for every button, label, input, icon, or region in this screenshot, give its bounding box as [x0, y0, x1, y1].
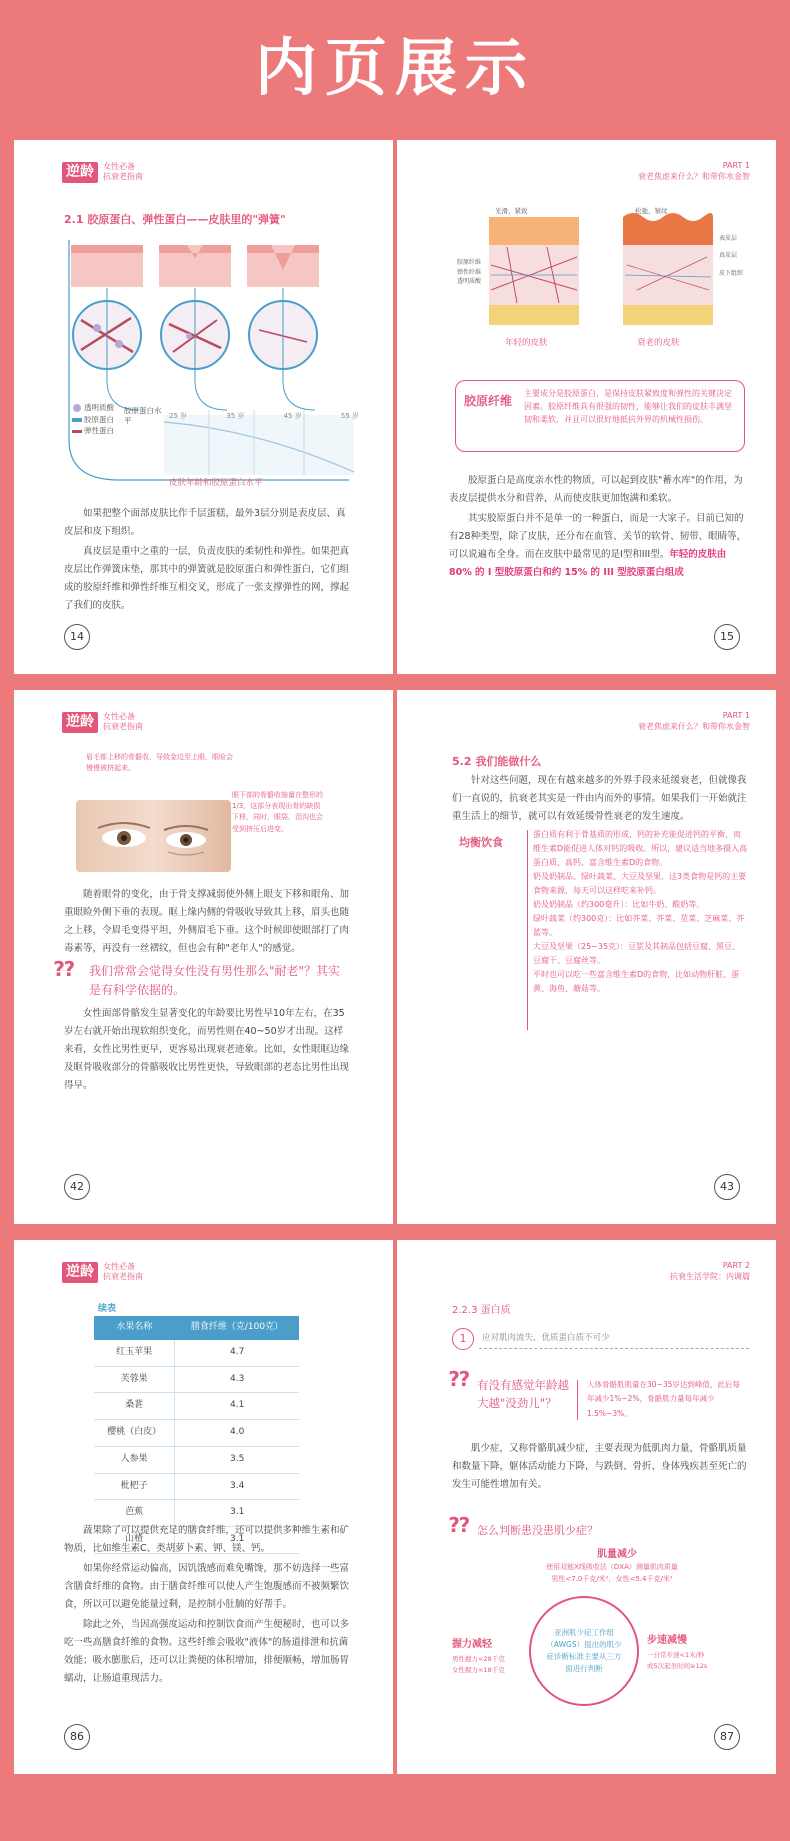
table-row: 芙蓉果 4.3 [94, 1366, 299, 1393]
table-row: 枇杷子 3.4 [94, 1473, 299, 1500]
labels-old: 表皮层 真皮层 皮下组织 [719, 235, 744, 277]
grip-title: 握力减轻 [452, 1639, 492, 1650]
divider [527, 830, 528, 1030]
body-text: 随着眼骨的变化，由于骨支撑减弱使外侧上眼支下移和眼角、加重眼睑外侧下垂的表现。眶上缘内侧的骨吸收导致其上移，眉头也随之上移，令眉毛变得平坦，外侧眉毛下垂。这个时候即使眼部打了肉毒素等，再没有一丝褶纹，但也会有种"老年人"的感觉。 [64, 889, 350, 955]
page-number: 86 [64, 1724, 90, 1750]
table-row: 人参果 3.5 [94, 1446, 299, 1473]
caption-young: 年轻的皮肤 [505, 338, 548, 348]
body-text: 蔬果除了可以提供充足的膳食纤维，还可以提供多种维生素和矿物质，比如维生素C、类胡萝卜素、钾、镁、钙。 如果你经常运动偏高，因饥饿感而难免嘴馋，那不妨选择一些富含膳食纤维的食物。由于膳食纤维可以使人产生饱腹感而不被频繁饮食，所以可以避免能量过剩，是控制小肚腩的好帮手。 除此之外，当因高强度运动和控制饮食而产生便秘时，也可以多吃一些高膳食纤维的食物。这些纤维会吸收"液体"的肠道排泄和抗菌效能；吸水膨胀后，还可以让粪便的体积增加，排便顺畅，增加肠胃蠕动，让肠道重现活力。 [64, 1525, 350, 1685]
annotation-right: 眼下部的骨骼收缩量在整形的1/3，这部分表现出骨的缺损下移，同时，眼袋，泪沟也会受到挤压后进变。 [232, 791, 323, 833]
item-text: 应对肌肉流失，优质蛋白质不可少 [482, 1333, 610, 1343]
body-text-2: 女性面部骨骼发生显著变化的年龄要比男性早10年左右，在35岁左右就开始出现软组织变化，而男性则在40~50岁才出现。这样来看，女性比男性更早，更容易出现衰老迹象。比如，女性眼眶边缘及眶骨吸收部分的骨骼吸收比男性更快，导致眼部的老态比男性出现得早。 [64, 1008, 350, 1092]
gait-title: 步速减慢 [647, 1635, 687, 1646]
divider [577, 1380, 578, 1420]
brand-subtitle: 女性必备 抗衰老指南 [103, 712, 143, 732]
criteria-circle [529, 1596, 639, 1706]
diet-list: 蛋白质有利于骨基质的形成，钙的补充能促进钙的平衡，而维生素D能促进人体对钙的吸收。所以，建议适当地多摄入高蛋白质、高钙、富含维生素D的食物。 奶及奶制品、绿叶蔬菜、大豆及坚果，这3类食物是钙的主要食物来源，每天可以这样吃来补钙。 奶及奶制品（约300毫升）：比如牛奶、酸奶等。 绿叶蔬菜（约300克）：比如芥菜、芥菜、苋菜、芝麻菜、芥蓝等。 大豆及坚果（25~35克）：豆浆及其制品包括豆腐、黑豆、豆腐干、豆腐丝等。 平时也可以吃一些富含维生素D的食物，比如动物肝脏、蛋黄、海鱼、蘑菇等。 [533, 830, 748, 993]
page-14 [14, 140, 393, 674]
diagram-caption: 皮肤年龄和胶原蛋白水平 [169, 478, 263, 488]
body-text: 如果把整个面部皮肤比作千层蛋糕，最外3层分别是表皮层、真皮层和皮下组织。 真皮层是重中之重的一层，负责皮肤的柔韧性和弹性。如果把真皮层比作弹簧床垫，那其中的弹簧就是胶原蛋白和弹性蛋白，它们组成的胶原纤维和弹性纤维互相交叉，形成了一张支撑弹性的网，撑起了我们的皮肤。 [64, 508, 350, 612]
page-number: 15 [714, 624, 740, 650]
body-text: 肌少症，又称骨骼肌减少症，主要表现为低肌肉力量，骨骼肌质量和数量下降，躯体活动能力下降，与跌倒、骨折、身体残疾甚至死亡的发生可能性增加有关。 [452, 1443, 747, 1491]
item-number: 1 [452, 1328, 474, 1350]
annotation-top: 眉毛都上移的骨骼收，导致金边至上眼，眼睑会慢慢被挤起来。 [86, 753, 233, 773]
info-box [455, 380, 745, 452]
question-icon: ⁇ [449, 1367, 470, 1391]
question-2: 怎么判断患没患肌少症？ [477, 1524, 598, 1537]
brand-logo: 逆龄 [62, 162, 98, 183]
info-box-text: 主要成分是胶原蛋白，是保持皮肤紧致度和弹性的关键决定因素。胶原纤维具有很强的韧性，能够让我们的皮肤丰满坚韧和柔软，并且可以很好地抵抗外界的机械性损伤。 [524, 389, 732, 425]
caption-old: 衰老的皮肤 [637, 338, 680, 348]
brand-logo: 逆龄 [62, 712, 98, 733]
page-number: 14 [64, 624, 90, 650]
question-1-note: 人体骨骼肌肌量在30~35岁达到峰值，此后每年减少1%~2%，骨骼肌力量每年减少1.5%~3%。 [587, 1380, 740, 1418]
question-1: 有没有感觉年龄越大越"没劲儿"？ [477, 1378, 569, 1411]
page-43 [397, 690, 776, 1224]
section-title: 2.1 胶原蛋白、弹性蛋白——皮肤里的"弹簧" [64, 213, 286, 226]
page-number: 43 [714, 1174, 740, 1200]
table-row: 山楂 3.1 [94, 1527, 299, 1554]
diet-title: 均衡饮食 [459, 836, 503, 849]
axis-label: 胶原蛋白水平 [124, 406, 162, 425]
page-15 [397, 140, 776, 674]
question-text: 我们常常会觉得女性没有男性那么"耐老"？其实是有科学依据的。 [89, 964, 341, 998]
spread-3 [14, 1240, 776, 1774]
gait-values: 一日常步速<1米/秒 或5次起坐时间≥12s [647, 1650, 708, 1670]
page-number: 87 [714, 1724, 740, 1750]
section-title: 2.2.3 蛋白质 [452, 1305, 511, 1316]
spread-2 [14, 690, 776, 1224]
skin-age-diagram [59, 240, 359, 500]
running-head: PART 1 衰老焦虑来什么？和带你水金智 [638, 711, 750, 732]
table-row: 红玉苹果 4.7 [94, 1340, 299, 1366]
page-42 [14, 690, 393, 1224]
info-box-title: 胶原纤维 [464, 394, 513, 408]
highlight-text: 年轻的皮肤由 80% 的 I 型胶原蛋白和约 15% 的 III 型胶原蛋白组成 [449, 549, 727, 579]
fiber-table [94, 1316, 299, 1554]
grip-block [452, 1636, 532, 1676]
label-smooth: 光滑、紧致 [495, 207, 528, 215]
labels-young: 胶原纤维 弹性纤维 透明质酸 [457, 259, 482, 286]
running-head: PART 1 衰老焦虑来什么？和带你水金智 [638, 161, 750, 182]
mass-title: 肌量减少 [597, 1549, 637, 1560]
brand-logo: 逆龄 [62, 1262, 98, 1283]
section-title: 5.2 我们能做什么 [452, 755, 542, 768]
table-header: 水果名称 [94, 1316, 175, 1340]
grip-values: 男性握力<28千克 女性握力<18千克 [452, 1654, 505, 1674]
table-row: 桑葚 4.1 [94, 1393, 299, 1420]
brand-subtitle: 女性必备 抗衰老指南 [103, 1262, 143, 1282]
running-head: PART 2 抗衰生活学院：内调篇 [670, 1261, 750, 1282]
spread-1 [14, 140, 776, 674]
brand-subtitle: 女性必备 抗衰老指南 [103, 162, 143, 182]
intro-text: 针对这些问题，现在有越来越多的外界手段来延缓衰老，但就像我们一直说的，抗衰老其实是一件由内而外的事情。如果我们一开始就注重生活上的细节，就可以有效延缓骨性衰老的发生速度。 [452, 775, 747, 823]
brand [62, 162, 143, 183]
page-87 [397, 1240, 776, 1774]
eyes-photo [76, 800, 231, 872]
mass-detail: 使用双能X线吸收法（DXA）测量肌肉质量 男性<7.0千克/米²，女性<5.4千克/米² [546, 1563, 678, 1583]
banner [0, 0, 790, 125]
table-title: 续表 [98, 1304, 117, 1314]
table-row: 樱桃（白皮） 4.0 [94, 1420, 299, 1447]
question-icon: ⁇ [54, 957, 75, 981]
label-sagging: 松弛、皱纹 [635, 207, 668, 215]
table-header: 膳食纤维（克/100克） [175, 1316, 299, 1340]
criteria-text: 亚洲肌少症工作组（AWGS）提出的肌少症诊断标准主要从三方面进行判断 [546, 1628, 622, 1673]
divider [479, 1348, 749, 1349]
brand [62, 1262, 143, 1283]
table-row: 芭蕉 3.1 [94, 1500, 299, 1527]
brand [62, 712, 143, 733]
age-ticks: 25 岁 35 岁 45 岁 55 岁 [169, 412, 359, 420]
page-86 [14, 1240, 393, 1774]
banner-title: 内页展示 [254, 31, 535, 104]
question-icon: ⁇ [449, 1513, 470, 1537]
gait-block [647, 1632, 757, 1672]
page-number: 42 [64, 1174, 90, 1200]
legend: 透明质酸 胶原蛋白 弹性蛋白 [84, 403, 114, 436]
body-text: 胶原蛋白是高度亲水性的物质，可以起到皮肤"蓄水库"的作用，为表皮层提供水分和营养，从而使皮肤更加饱满和柔软。 其实胶原蛋白并不是单一的一种蛋白，而是一大家子。目前已知的有28种类型，除了皮肤，还分布在血管、关节的软骨、韧带、眼睛等，可以说遍布全身。而在皮肤中最常见的是I型和III型。年轻的皮肤由 80% 的 I 型胶原蛋白和约 15% 的 III 型胶原蛋白组成 [449, 475, 747, 579]
